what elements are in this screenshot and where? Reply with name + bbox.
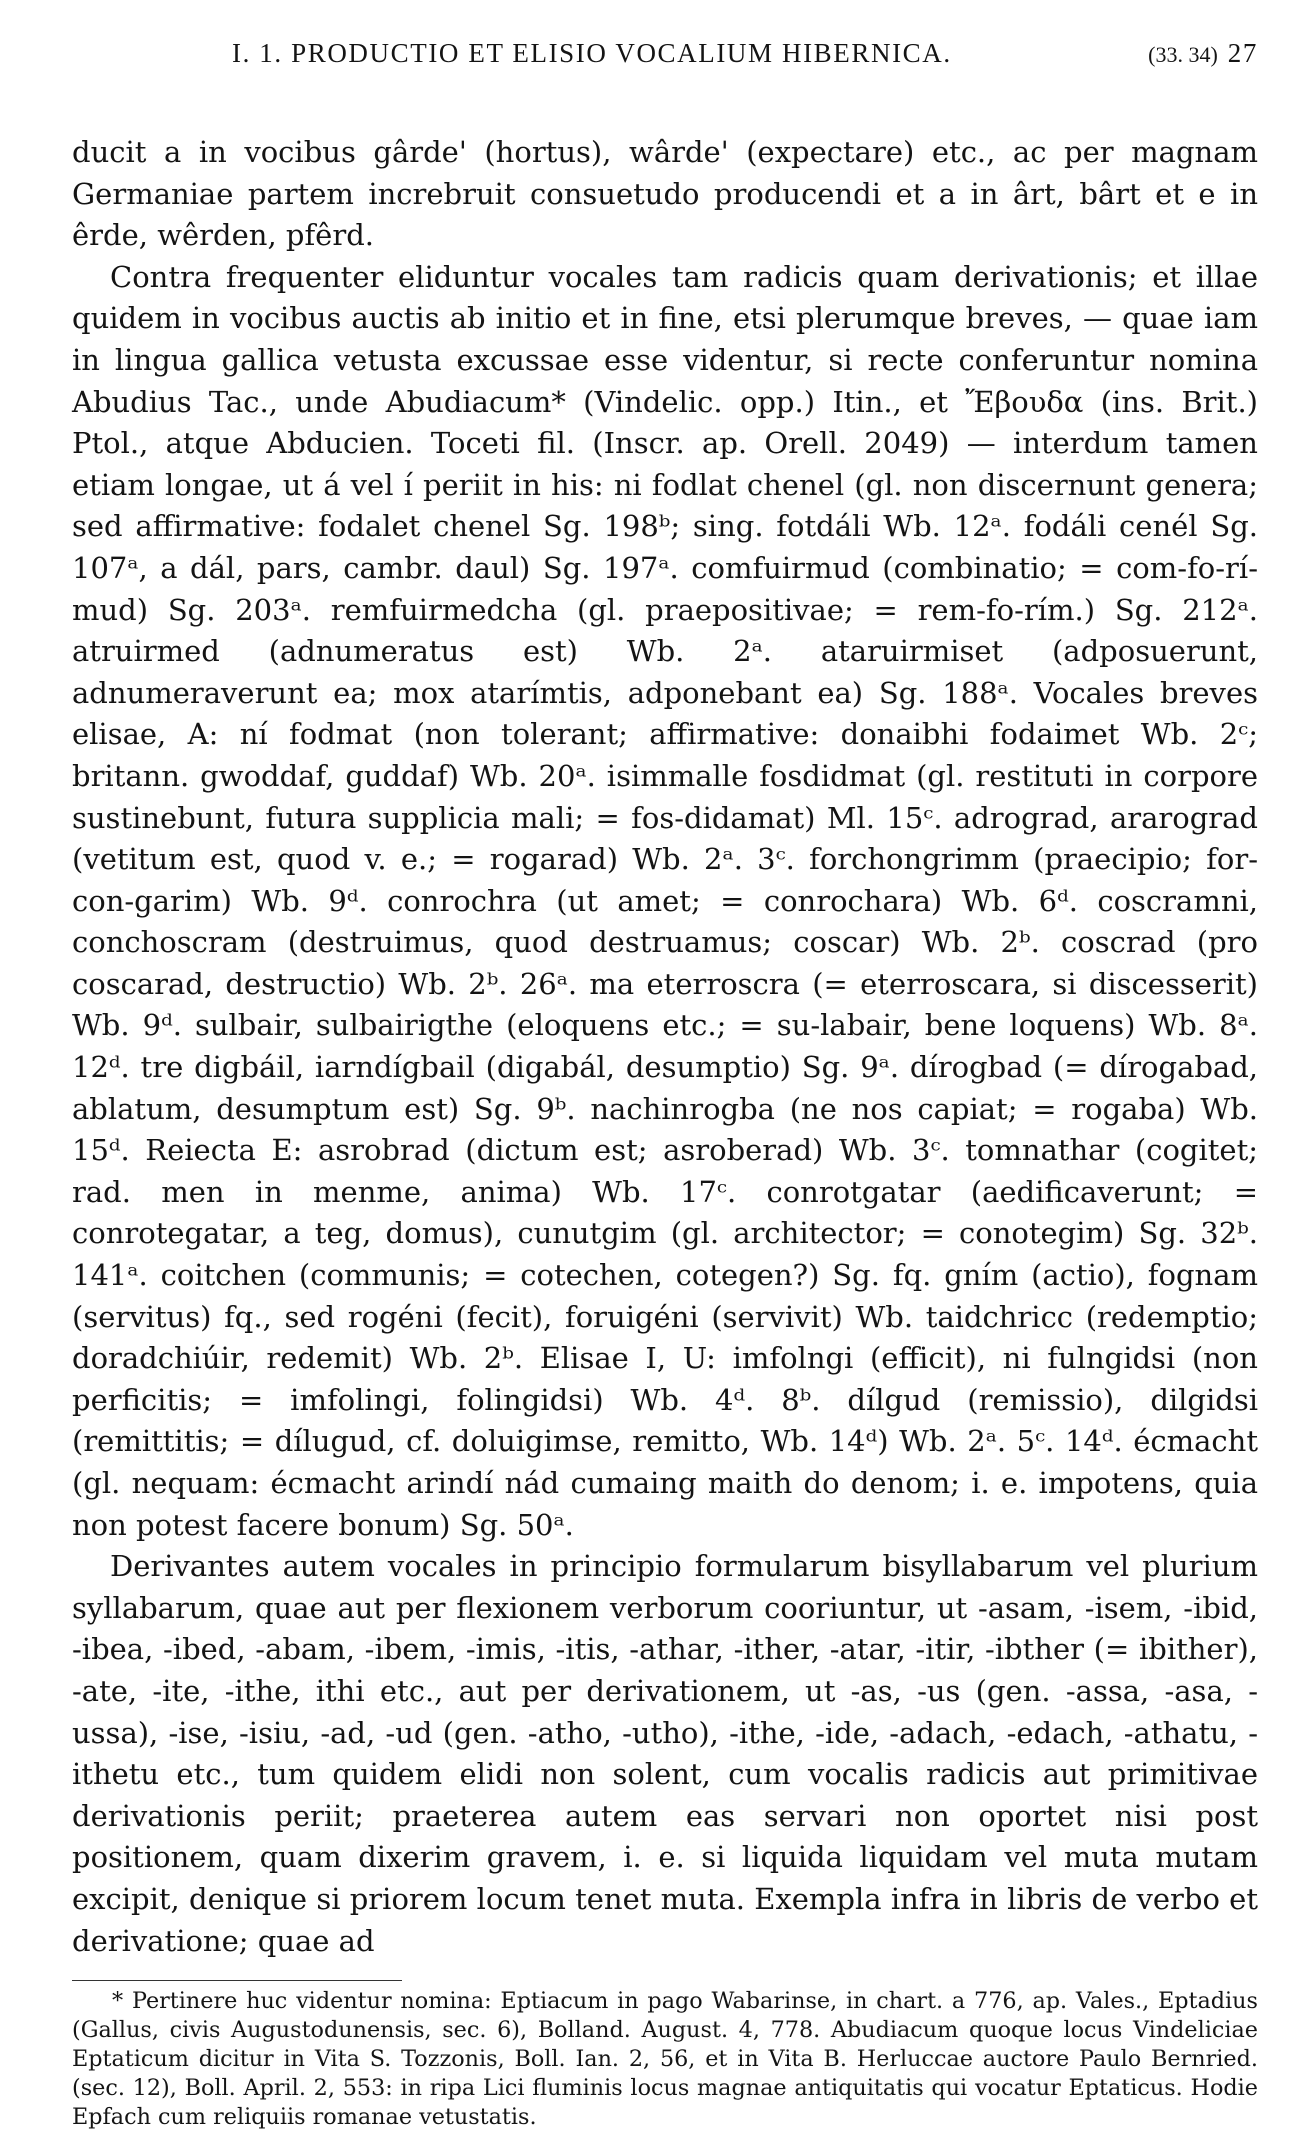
body-paragraph: ducit a in vocibus gârde' (hortus), wârde' (expectare) etc., ac per magnam Germaniae partem increbruit consuetudo producendi et a in ârt, bârt et e in êrde, wêrden, pfêrd.: [72, 135, 1258, 253]
main-text: [72, 132, 1258, 1962]
running-title: I. 1. PRODUCTIO ET ELISIO VOCALIUM HIBERNICA.: [232, 38, 952, 68]
page-number: 27: [1227, 38, 1258, 68]
footnote-text: * Pertinere huc videntur nomina: Eptiacum in pago Wabarinse, in chart. a 776, ap. Vales., Eptadius (Gallus, civis Augustodunensis, sec. 6), Bolland. August. 4, 778. Abudiacum quoque locus Vindeliciae Eptaticum dicitur in Vita S. Tozzonis, Boll. Ian. 2, 56, et in Vita B. Herluccae auctore Paulo Bernried. (sec. 12), Boll. April. 2, 553: in ripa Lici fluminis locus magnae antiquitatis qui vocatur Eptaticus. Hodie Epfach cum reliquiis romanae vetustatis.: [72, 1988, 1258, 2131]
body-paragraph: Contra frequenter eliduntur vocales tam radicis quam derivationis; et illae quidem in vocibus auctis ab initio et in fine, etsi plerumque breves, — quae iam in lingua gallica vetusta excussae esse videntur, si recte conferuntur nomina Abudius Tac., unde Abudiacum* (Vindelic. opp.) Itin., et Ἔβουδα (ins. Brit.) Ptol., atque Abducien. Toceti fil. (Inscr. ap. Orell. 2049) — interdum tamen etiam longae, ut á vel í periit in his: ni fodlat chenel (gl. non discernunt genera; sed affirmative: fodalet chenel Sg. 198ᵇ; sing. fotdáli Wb. 12ᵃ. fodáli cenél Sg. 107ᵃ, a dál, pars, cambr. daul) Sg. 197ᵃ. comfuirmud (combinatio; = com-fo-rí-mud) Sg. 203ᵃ. remfuirmedcha (gl. praepositivae; = rem-fo-rím.) Sg. 212ᵃ. atruirmed (adnumeratus est) Wb. 2ᵃ. ataruirmiset (adposuerunt, adnumeraverunt ea; mox atarímtis, adponebant ea) Sg. 188ᵃ. Vocales breves elisae, A: ní fodmat (non tolerant; affirmative: donaibhi fodaimet Wb. 2ᶜ; britann. gwoddaf, guddaf) Wb. 20ᵃ. isimmalle fosdidmat (gl. restituti in corpore sustinebunt, futura supplicia mali; = fos-didamat) Ml. 15ᶜ. adrograd, ararograd (vetitum est, quod v. e.; = rogarad) Wb. 2ᵃ. 3ᶜ. forchongrimm (praecipio; for-con-garim) Wb. 9ᵈ. conrochra (ut amet; = conrochara) Wb. 6ᵈ. coscramni, conchoscram (destruimus, quod destruamus; coscar) Wb. 2ᵇ. coscrad (pro coscarad, destructio) Wb. 2ᵇ. 26ᵃ. ma eterroscra (= eterroscara, si discesserit) Wb. 9ᵈ. sulbair, sulbairigthe (eloquens etc.; = su-labair, bene loquens) Wb. 8ᵃ. 12ᵈ. tre digbáil, iarndígbail (digabál, desumptio) Sg. 9ᵃ. dírogbad (= dírogabad, ablatum, desumptum est) Sg. 9ᵇ. nachinrogba (ne nos capiat; = rogaba) Wb. 15ᵈ. Reiecta E: asrobrad (dictum est; asroberad) Wb. 3ᶜ. tomnathar (cogitet; rad. men in menme, anima) Wb. 17ᶜ. conrotgatar (aedificaverunt; = conrotegatar, a teg, domus), cunutgim (gl. architector; = conotegim) Sg. 32ᵇ. 141ᵃ. coitchen (communis; = cotechen, cotegen?) Sg. fq. gním (actio), fognam (servitus) fq., sed rogéni (fecit), foruigéni (servivit) Wb. taidchricc (redemptio; doradchiúir, redemit) Wb. 2ᵇ. Elisae I, U: imfolngi (efficit), ni fulngidsi (non perficitis; = imfolingi, folingidsi) Wb. 4ᵈ. 8ᵇ. dílgud (remissio), dilgidsi (remittitis; = dílugud, cf. doluigimse, remitto, Wb. 14ᵈ) Wb. 2ᵃ. 5ᶜ. 14ᵈ. écmacht (gl. nequam: écmacht arindí nád cumaing maith do denom; i. e. impotens, quia non potest facere bonum) Sg. 50ᵃ.: [72, 259, 1258, 1542]
footnote: [72, 1987, 1258, 2132]
running-header: [72, 38, 1258, 80]
footnote-divider: [72, 1980, 402, 1981]
section-reference: (33. 34): [1148, 42, 1218, 67]
body-paragraph: Derivantes autem vocales in principio formularum bisyllabarum vel plurium syllabarum, quae aut per flexionem verborum cooriuntur, ut -asam, -isem, -ibid, -ibea, -ibed, -abam, -ibem, -imis, -itis, -athar, -ither, -atar, -itir, -ibther (= ibither), -ate, -ite, -ithe, ithi etc., aut per derivationem, ut -as, -us (gen. -assa, -asa, -ussa), -ise, -isiu, -ad, -ud (gen. -atho, -utho), -ithe, -ide, -adach, -edach, -athatu, -ithetu etc., tum quidem elidi non solent, cum vocalis radicis aut primitivae derivationis periit; praeterea autem eas servari non oportet nisi post positionem, quam dixerim gravem, i. e. si liquida liquidam vel muta mutam excipit, denique si priorem locum tenet muta. Exempla infra in libris de verbo et derivatione; quae ad: [72, 1549, 1258, 1958]
page-locator: [1148, 38, 1258, 69]
